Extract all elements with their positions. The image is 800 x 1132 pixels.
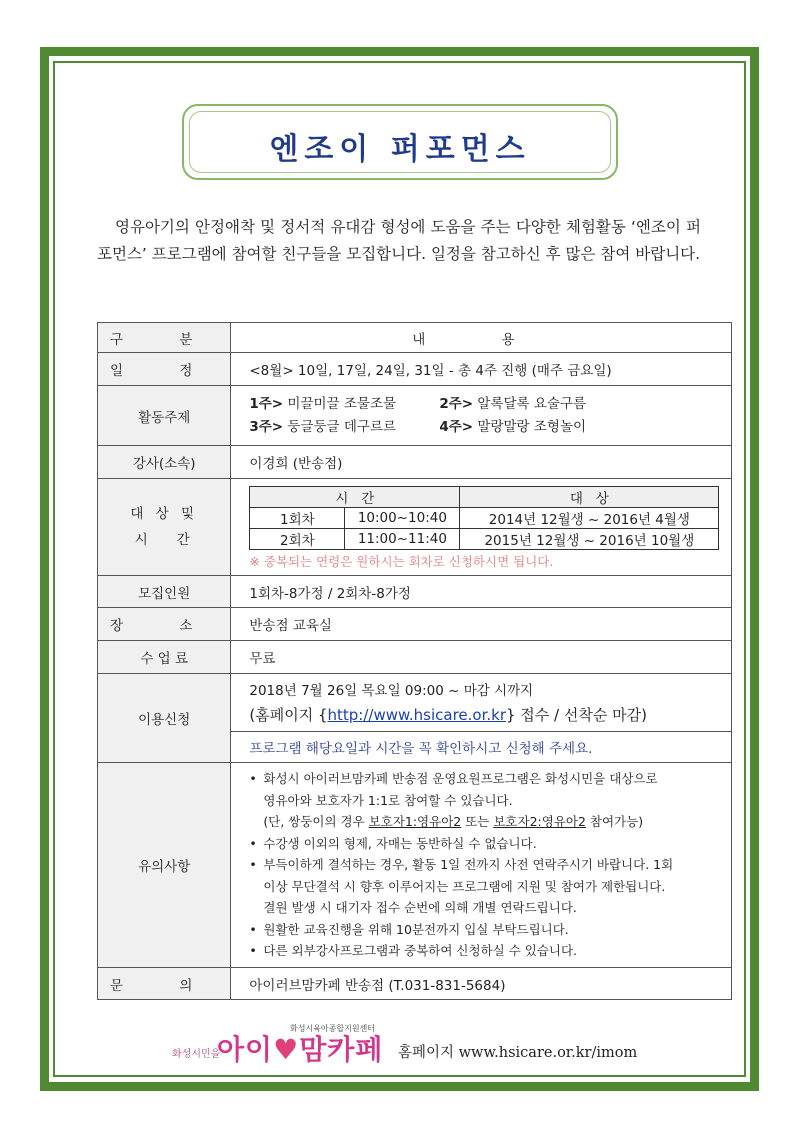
- apply-notice: 프로그램 해당요일과 시간을 꼭 확인하시고 신청해 주세요.: [231, 732, 732, 763]
- place-label: 장 소: [98, 608, 231, 641]
- apply-value: 2018년 7월 26일 목요일 09:00 ~ 마감 시까지 (홈페이지 {http://www.hsicare.or.kr} 접수 / 선착순 마감): [231, 674, 732, 732]
- table-row: [98, 479, 732, 576]
- page-title: 엔조이 퍼포먼스: [269, 132, 531, 167]
- schedule-label: 일 정: [98, 353, 231, 386]
- list-item: • 수강생 이외의 형제, 자매는 동반하실 수 없습니다.: [247, 833, 721, 855]
- target-label: 대 상 및 시 간: [98, 479, 231, 576]
- program-table: [97, 322, 732, 1000]
- footer: [170, 1023, 640, 1067]
- fee-label: 수 업 료: [98, 641, 231, 674]
- heart-icon: ♥: [273, 1033, 300, 1066]
- list-item: • 화성시 아이러브맘카페 반송점 운영요원프로그램은 화성시민을 대상으로: [247, 768, 721, 790]
- notes-label: 유의사항: [98, 763, 231, 968]
- title-box: [182, 104, 618, 180]
- instructor-label: 강사(소속): [98, 446, 231, 479]
- table-row: [98, 608, 732, 641]
- list-item: • 원활한 교육진행을 위해 10분전까지 입실 부탁드립니다.: [247, 919, 721, 941]
- table-row: [98, 674, 732, 732]
- instructor-value: 이경희 (반송점): [231, 446, 732, 479]
- table-row: [98, 576, 732, 608]
- topics-value: 1주> 미끌미끌 조물조물 2주> 알록달록 요술구름 3주> 둥글둥글 데구르르 4주> 말랑말랑 조형놀이: [231, 386, 732, 446]
- table-header-row: [98, 323, 732, 353]
- topics-label: 활동주제: [98, 386, 231, 446]
- footer-homepage: 홈페이지 www.hsicare.or.kr/imom: [398, 1045, 638, 1061]
- table-row: [98, 968, 732, 1000]
- schedule-value: <8월> 10일, 17일, 24일, 31일 - 총 4주 진행 (매주 금요일): [231, 353, 732, 386]
- table-row: [98, 763, 732, 968]
- contact-value: 아이러브맘카페 반송점 (T.031-831-5684): [231, 968, 732, 1000]
- table-row: [98, 386, 732, 446]
- place-value: 반송점 교육실: [231, 608, 732, 641]
- overlap-note: ※ 중복되는 연령은 원하시는 회차로 신청하시면 됩니다.: [249, 554, 554, 569]
- recruit-value: 1회차-8가정 / 2회차-8가정: [231, 576, 732, 608]
- table-row: [98, 446, 732, 479]
- fee-value: 무료: [231, 641, 732, 674]
- recruit-label: 모집인원: [98, 576, 231, 608]
- session-row: 2회차 11:00~11:40 2015년 12월생 ~ 2016년 10월생: [250, 529, 719, 550]
- session-table: 시 간 대 상 1회차 10:00~10:40 2014년 12월생 ~ 2016년 4월생 2회차 11:00~11:40 2015년 12월생 ~ 2016년 10월생: [249, 486, 719, 550]
- table-row: [98, 641, 732, 674]
- apply-label: 이용신청: [98, 674, 231, 763]
- header-content: 내 용: [231, 323, 732, 353]
- logo: 아이♥맘카페: [217, 1033, 384, 1066]
- notes-value: • 화성시 아이러브맘카페 반송점 운영요원프로그램은 화성시민을 대상으로 영유아와 보호자가 1:1로 참여할 수 있습니다. (단, 쌍둥이의 경우 보호자1:영유아2 또는 보호자2:영유아2 참여가능) • 수강생 이외의 형제, 자매는 동반하실 수 없습니다. • 부득이하게 결석하는 경우, 활동 1일 전까지 사전 연락주시기 바랍니다. 1회 이상 무단결석 시 향후 이루어지는 프로그램에 지원 및 참여가 제한됩니다. 결원 발생 시 대기자 접수 순번에 의해 개별 연락드립니다. • 원활한 교육진행을 위해 10분전까지 입실 부탁드립니다. • 다른 외부강사프로그램과 중복하여 신청하실 수 있습니다.: [231, 763, 732, 968]
- contact-label: 문 의: [98, 968, 231, 1000]
- homepage-link[interactable]: http://www.hsicare.or.kr: [327, 705, 506, 724]
- header-category: 구 분: [98, 323, 231, 353]
- target-value: [231, 479, 732, 576]
- logo-org-name: 화성시육아종합지원센터: [290, 1024, 376, 1033]
- session-row: 1회차 10:00~10:40 2014년 12월생 ~ 2016년 4월생: [250, 508, 719, 529]
- list-item: • 부득이하게 결석하는 경우, 활동 1일 전까지 사전 연락주시기 바랍니다. 1회: [247, 854, 721, 876]
- logo-caption: 화성시민을: [172, 1049, 221, 1060]
- table-row: [98, 353, 732, 386]
- intro-paragraph: 영유아기의 안정애착 및 정서적 유대감 형성에 도움을 주는 다양한 체험활동 ‘엔조이 퍼포먼스’ 프로그램에 참여할 친구들을 모집합니다. 일정을 참고하신 후 많은 참여 바랍니다.: [97, 218, 701, 263]
- list-item: • 다른 외부강사프로그램과 중복하여 신청하실 수 있습니다.: [247, 940, 721, 962]
